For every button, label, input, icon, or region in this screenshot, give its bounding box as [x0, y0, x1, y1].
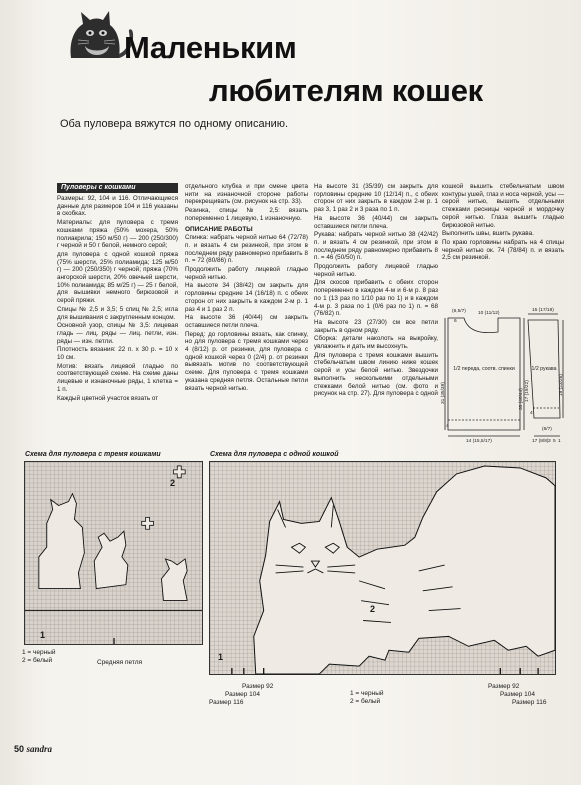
text-column-2 [185, 183, 308, 445]
page-number: 50 [14, 744, 25, 754]
chart1-legend-2: 2 = белый [22, 657, 53, 664]
paragraph: На высоте 23 (27/30) см все петли закрыть в одном ряду. [314, 318, 438, 334]
paragraph: На высоте 36 (40/44) см закрыть оставшиеся петли плеча. [185, 314, 308, 329]
dim-front-total: 35 (40/44) [519, 388, 524, 410]
dim-sleeve-b3: 1 [558, 439, 561, 444]
paragraph: Основной узор, спицы № 3,5: лицевая гладь — лиц. ряды — лиц. петли, изн. ряды — изн. петли. [57, 322, 178, 345]
chart2-size-116-right: Размер 116 [512, 699, 547, 706]
dim-neck-width: 6 [454, 319, 457, 324]
paragraph: для пуловера с одной кошкой пряжа (75% шерсти, 25% полиамида; 125 м/50 г) — 200 (250/350) г черной; пряжа (70% ангорской шерсти, 20% овечьей шерсти, 10% полиамида; 85 м/25 г) — 25 г белой, для вышивки немного бирюзовой и серой пряжи. [57, 250, 178, 305]
paragraph: Мотив: вязать лицевой гладью по соответствующей схеме. На схеме даны лицевые и изнаночные ряды, 1 клетка = 1 п. [57, 362, 178, 393]
pattern-schematic [442, 300, 564, 445]
front-outline [448, 318, 520, 430]
paragraph: Резинка, спицы № 2,5: вязать попеременно 1 лицевую, 1 изнаночную. [185, 207, 308, 222]
paragraph: Плотность вязания: 22 п. х 30 р. = 10 х 10 см. [57, 346, 178, 362]
paragraph: Размеры: 92, 104 и 116. Отличающиеся данные для размеров 104 и 116 указаны в скобках. [57, 195, 178, 218]
paragraph: отдельного клубка и при смене цвета нити на изнаночной стороне работы перекрещивать (см. рисунок на стр. 33). [185, 183, 308, 206]
paragraph: На высоте 31 (35/39) см закрыть для горловины средние 10 (12/14) п., с обеих сторон от них закрыть в каждом 2-м р. 1 раз 3, 1 раз 2 и 3 раза по 1 п. [314, 183, 438, 214]
dim-rib: 4 [446, 424, 449, 429]
dim-neck-top: (6,5/7) [452, 309, 466, 314]
chart2-legend-1: 1 = черный [350, 690, 384, 697]
paragraph: Каждый цветной участок вязать от [57, 394, 159, 402]
paragraph: Продолжить работу лицевой гладью черной нитью. [185, 266, 308, 281]
chart2-size-92-right: Размер 92 [488, 683, 520, 690]
chart2-size-92-left: Размер 92 [242, 683, 274, 690]
text-column-4 [442, 183, 564, 298]
page-title-line2: любителям кошек [209, 73, 483, 108]
section-heading: ОПИСАНИЕ РАБОТЫ [185, 225, 253, 233]
paragraph: Материалы: для пуловера с тремя кошками пряжа (50% мохера, 50% полиакрила; 150 м/50 г) — 200 (250/300) г черной и 50 г белой, немного серой; [57, 219, 178, 250]
knitting-chart-one-cat [209, 461, 556, 675]
dim-sleeve-top: 15 (17/18) [532, 308, 554, 313]
paragraph: кошкой вышить стебельчатым швом контуры ушей, глаз и носа черной, усы — серой нитью, вышить отдельными стежками ресницы черной и мордочку серой нитью. Глаза вышить гладью бирюзовой нитью. [442, 183, 564, 229]
dim-sleeve-rib: 4 [530, 411, 533, 416]
section-heading: Пуловеры с кошками [57, 183, 178, 193]
paragraph: Для пуловера с тремя кошками вышить стебельчатым швом линию ниже кошек серой и усы белой нитью. Звездочки выполнить несколькими отдельными стежками белой нитью (см. фото и рисунок на стр. 27). Для пуловера с одной [314, 351, 438, 398]
chart1-center-label: Средняя петля [97, 659, 143, 666]
text-column-3 [314, 183, 438, 445]
front-piece-label: 1/2 переда, соотв. спинки [453, 366, 515, 372]
paragraph: Сборка: детали наколоть на выкройку, увлажнить и дать им высохнуть. [314, 335, 438, 351]
dim-sleeve-b2: 5 [553, 439, 556, 444]
paragraph: На высоте 36 (40/44) см закрыть оставшиеся петли плеча. [314, 214, 438, 230]
text-column-1 [57, 183, 178, 445]
page-title-line1: Маленьким [124, 30, 297, 65]
dim-sleeve-width: 17 (8/8) [532, 439, 549, 444]
chart2-mark-1: 1 [218, 652, 224, 662]
paragraph: Рукава: набрать черной нитью 38 (42/42) п. и вязать 4 см резинкой, при этом в последнем ряду равномерно прибавить 8 п. = 46 (50/50) п. [314, 231, 438, 262]
paragraph: Выполнить швы, вшить рукава. [442, 230, 534, 238]
magazine-brand: sandra [26, 744, 53, 754]
knitting-chart-three-cats [24, 461, 203, 645]
chart2-size-104-left: Размер 104 [225, 691, 260, 698]
chart2-mark-2: 2 [370, 604, 376, 614]
dim-front-height: 31 (35/39) [441, 382, 446, 404]
dim-front-width: 14 (15,5/17) [466, 439, 492, 444]
paragraph: Для скосов прибавить с обеих сторон попеременно в каждом 4-м и 6-м р. 8 раз по 1 (13 раз по 1/10 раз по 1) и в каждом 4-м р. 3 раза по 1 (0/6 раз по 1) п. = 68 (76/82) п. [314, 279, 438, 318]
paragraph: По краю горловины набрать на 4 спицы черной нитью ок. 74 (78/84) п. и вязать 2,5 см резинкой. [442, 238, 564, 262]
paragraph: Перед: до горловины вязать, как спинку, но для пуловера с тремя кошками через 4 (8/12) р. от резинки, для пуловера с одной кошкой через 0 (2/4) р. от резинки вывязать мотив по соответствующей схеме. Для пуловера с тремя кошками указана средняя петля. Остальные петли вязать черной нитью. [185, 330, 308, 392]
chart2-legend-2: 2 = белый [350, 698, 381, 705]
dim-sleeve-height: 19 (23/26) [559, 374, 564, 396]
paragraph: Продолжить работу лицевой гладью черной нитью. [314, 263, 438, 278]
page-subtitle: Оба пуловера вяжутся по одному описанию. [60, 118, 289, 130]
dim-sleeve-b4: (6/7) [542, 427, 552, 432]
chart2-size-104-right: Размер 104 [500, 691, 535, 698]
paragraph: Спинка: набрать черной нитью 64 (72/78) п. и вязать 4 см резинкой, при этом в последнем ряду равномерно прибавить 8 п. = 72 (80/86) п. [185, 234, 308, 265]
paragraph: На высоте 34 (38/42) см закрыть для горловины средние 14 (16/18) п. с обеих сторон от них закрыть в каждом 2-м р. 1 раз 4 и 1 раз 2 п. [185, 282, 308, 313]
dim-sleeve-side: 17 (19/22) [525, 380, 530, 402]
sleeve-piece-label: 1/2 рукава [531, 366, 557, 372]
chart1-caption: Схема для пуловера с тремя кошками [25, 451, 161, 458]
chart1-mark-1: 1 [40, 630, 46, 640]
page-footer [14, 744, 52, 754]
chart1-mark-2: 2 [170, 478, 176, 488]
paragraph: Спицы № 2,5 и 3,5; 5 спиц № 2,5; игла для вышивания с закругленным концом. [57, 305, 178, 321]
chart1-legend-1: 1 = черный [22, 649, 56, 656]
chart2-size-116-left: Размер 116 [209, 699, 244, 706]
dim-neck-depth: 10 (11/12) [478, 311, 500, 316]
chart2-caption: Схема для пуловера с одной кошкой [210, 451, 339, 458]
dim-sleeve-b1: 3 [548, 439, 551, 444]
